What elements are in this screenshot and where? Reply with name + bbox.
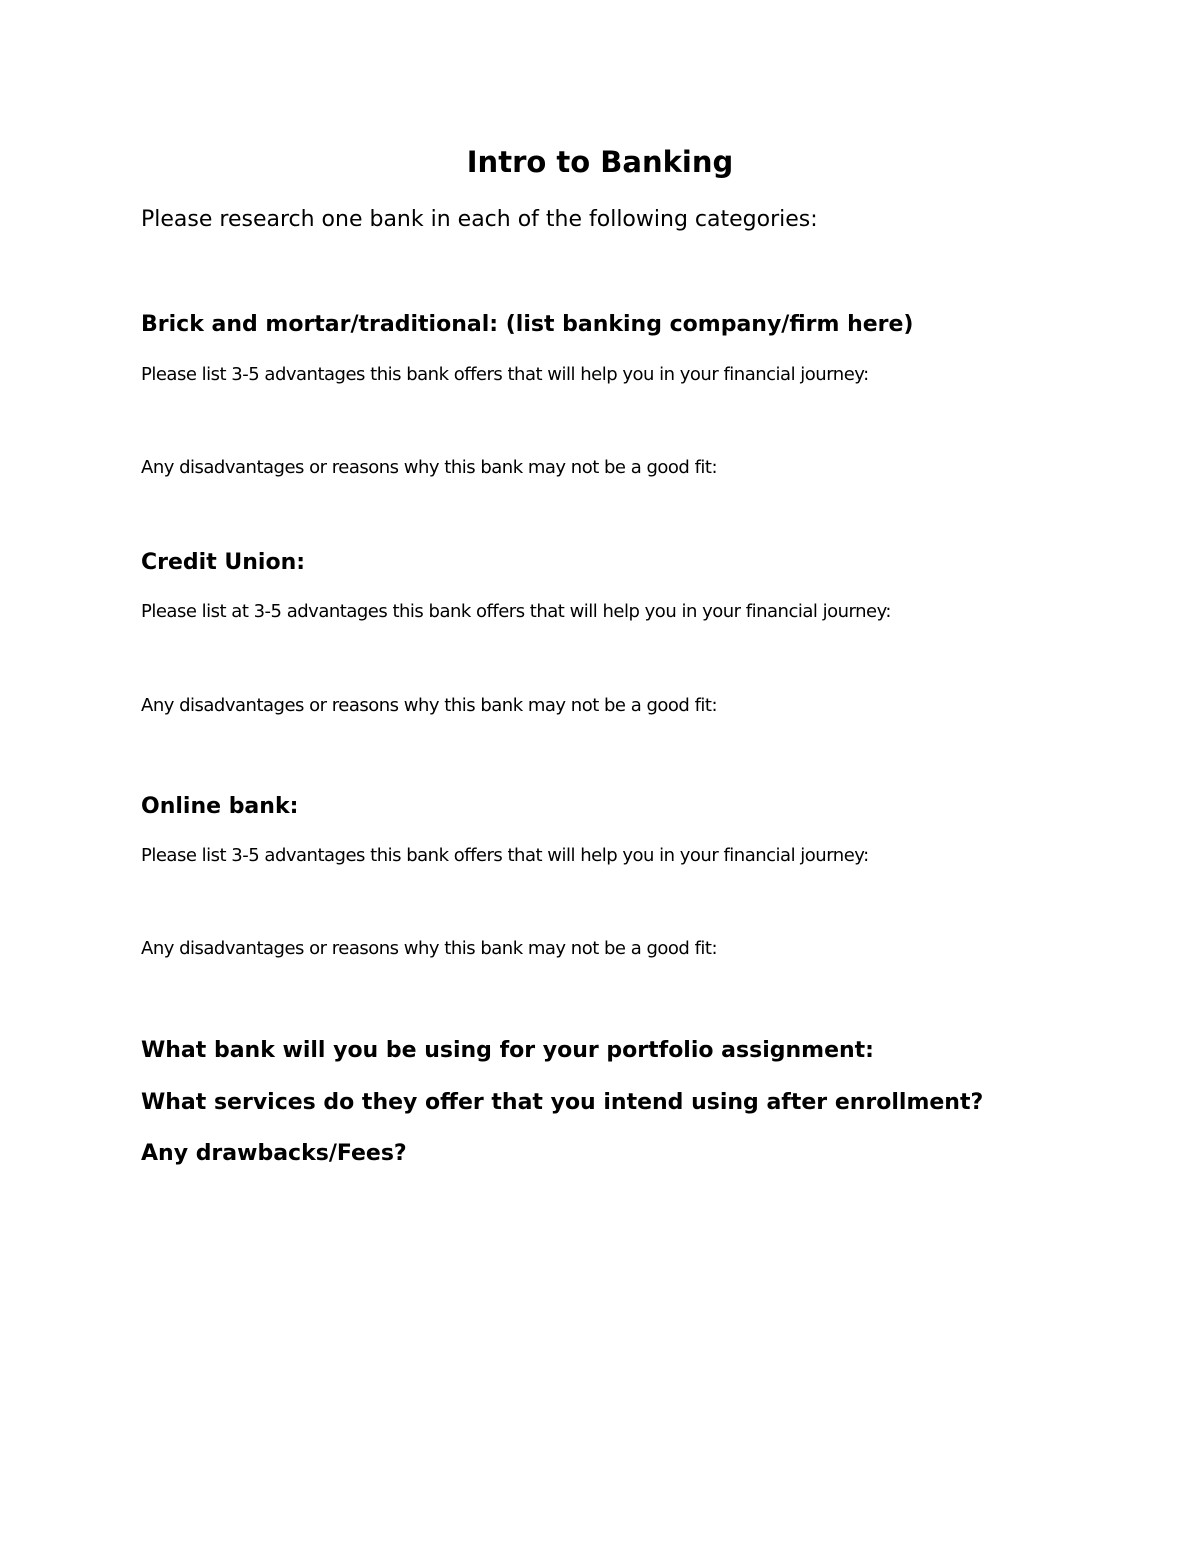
disadvantages-prompt: Any disadvantages or reasons why this bank may not be a good fit: — [141, 938, 718, 959]
section-heading-online-bank: Online bank: — [141, 794, 299, 819]
advantages-prompt: Please list 3-5 advantages this bank offers that will help you in your financial journey: — [141, 364, 869, 385]
disadvantages-prompt: Any disadvantages or reasons why this bank may not be a good fit: — [141, 457, 718, 478]
advantages-prompt: Please list 3-5 advantages this bank offers that will help you in your financial journey: — [141, 845, 869, 866]
intro-text: Please research one bank in each of the following categories: — [141, 207, 818, 232]
disadvantages-prompt: Any disadvantages or reasons why this bank may not be a good fit: — [141, 695, 718, 716]
final-question-services: What services do they offer that you intend using after enrollment? — [141, 1090, 984, 1115]
document-title: Intro to Banking — [466, 145, 734, 179]
section-heading-credit-union: Credit Union: — [141, 550, 306, 575]
final-question-bank-choice: What bank will you be using for your portfolio assignment: — [141, 1038, 874, 1063]
final-question-drawbacks: Any drawbacks/Fees? — [141, 1141, 407, 1166]
section-heading-brick-and-mortar: Brick and mortar/traditional: (list banking company/firm here) — [141, 312, 914, 337]
advantages-prompt: Please list at 3-5 advantages this bank offers that will help you in your financial journey: — [141, 601, 891, 622]
